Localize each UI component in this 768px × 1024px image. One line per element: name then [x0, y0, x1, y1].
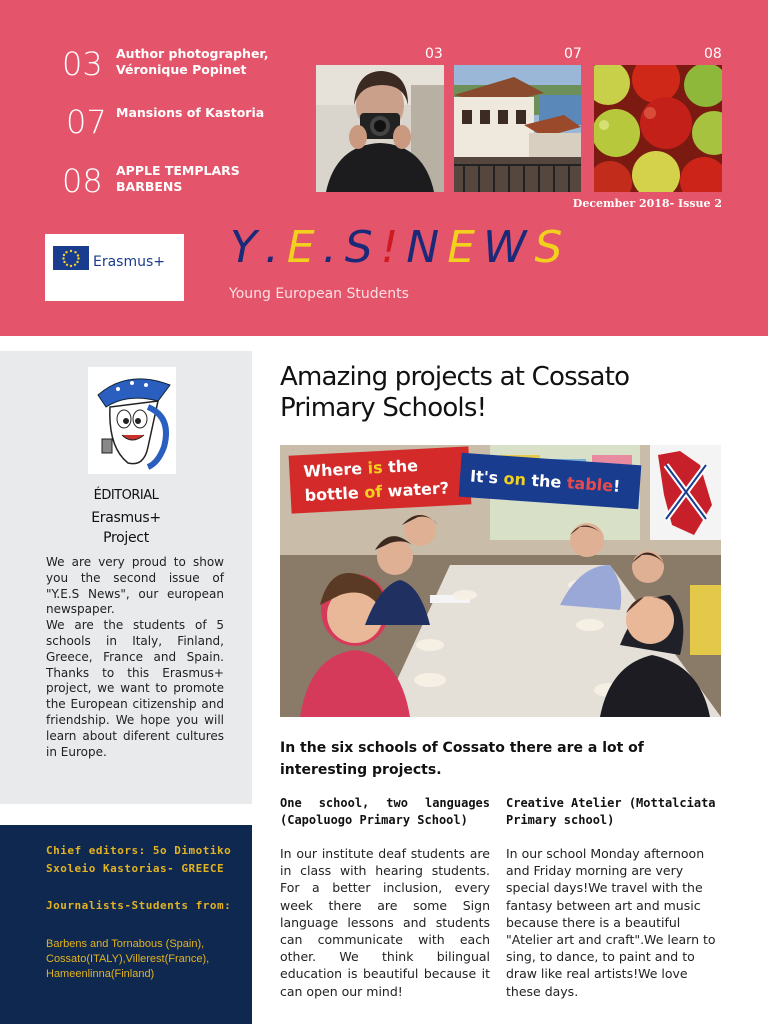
article-title: Amazing projects at Cossato Primary Schools!	[280, 362, 630, 423]
toc-title: Mansions of Kastoria	[116, 105, 265, 120]
photo-sign-right: It's on the table!	[469, 466, 622, 496]
editorial-text	[46, 555, 224, 760]
column-2-heading: Creative Atelier (Mottalciata Primary school)	[506, 796, 716, 827]
column-1-body: In our institute deaf students are in class with hearing students. For a better inclusion, every week there are some Sign language lessons and students can communicate with each other. We think bilingual education is beautiful because it can open our mind!	[280, 846, 490, 999]
chief-editors-line: Sxoleio Kastorias- GREECE	[46, 862, 225, 875]
thumb-label: 03	[425, 46, 443, 62]
masthead-letter: .	[322, 222, 345, 273]
photographer-thumbnail[interactable]	[316, 65, 444, 192]
masthead-letter: !	[380, 222, 407, 273]
editorial-paragraph: We are very proud to show you the second issue of "Y.E.S News", our european newspaper.	[46, 555, 224, 617]
toc-number: 07	[66, 103, 107, 141]
masthead-letter: W	[483, 222, 535, 273]
editorial-paragraph: We are the students of 5 schools in Italy, Finland, Greece, France and Spain. Thanks to this Erasmus+ project, we want to promote the European citizenship and friendship. We hope you will learn about diferent cultures in Europe.	[46, 618, 224, 759]
issue-date: December 2018- Issue 2	[572, 197, 722, 210]
toc-title: Author photographer, Véronique Popinet	[116, 46, 269, 77]
chief-editors-line: Chief editors: 5o Dimotiko	[46, 844, 232, 857]
toc-number: 08	[62, 162, 103, 200]
photo-sign-left-line2: bottle of water?	[304, 478, 450, 505]
toc-number: 03	[62, 45, 103, 83]
masthead-letter: S	[344, 222, 381, 273]
photo-sign-left-line1: Where is the	[302, 456, 419, 481]
toc-title: APPLE TEMPLARS BARBENS	[116, 163, 240, 194]
masthead-letter: S	[534, 222, 571, 273]
erasmus-plus-logo[interactable]	[45, 234, 184, 301]
masthead-letter: E	[286, 222, 323, 273]
header-banner	[0, 0, 768, 336]
masthead-letter: N	[406, 222, 448, 273]
masthead-letter: Y	[230, 222, 265, 273]
column-1-heading: One school, two languages (Capoluogo Primary School)	[280, 796, 490, 827]
masthead-title	[230, 222, 570, 273]
journalists-label: Journalists-Students from:	[46, 899, 232, 912]
thumb-label: 07	[564, 46, 582, 62]
mansions-thumbnail[interactable]	[454, 65, 581, 192]
classroom-photo[interactable]	[280, 445, 721, 717]
thumb-label: 08	[704, 46, 722, 62]
journalists-list: Barbens and Tornabous (Spain), Cossato(ITALY),Villerest(France), Hameenlinna(Finland)	[46, 938, 210, 980]
column-2-body: In our school Monday afternoon and Friday morning are very special days!We travel with the fantasy between art and music because there is a beautiful "Atelier art and craft".We learn to sing, to dance, to paint and to draw like real artists!We love these days.	[506, 846, 716, 999]
eu-flag-icon	[53, 246, 89, 270]
masthead-letter: E	[447, 222, 484, 273]
apples-thumbnail[interactable]	[594, 65, 722, 192]
article-lead: In the six schools of Cossato there are a lot of interesting projects.	[280, 740, 644, 778]
mascot-illustration	[88, 367, 176, 474]
masthead-subtitle: Young European Students	[229, 286, 409, 302]
editorial-heading: ÉDITORIAL	[93, 488, 159, 503]
editorial-subheading: Erasmus+ Project	[91, 510, 161, 546]
erasmus-logo-text: Erasmus+	[93, 254, 166, 270]
masthead-letter: .	[264, 222, 287, 273]
